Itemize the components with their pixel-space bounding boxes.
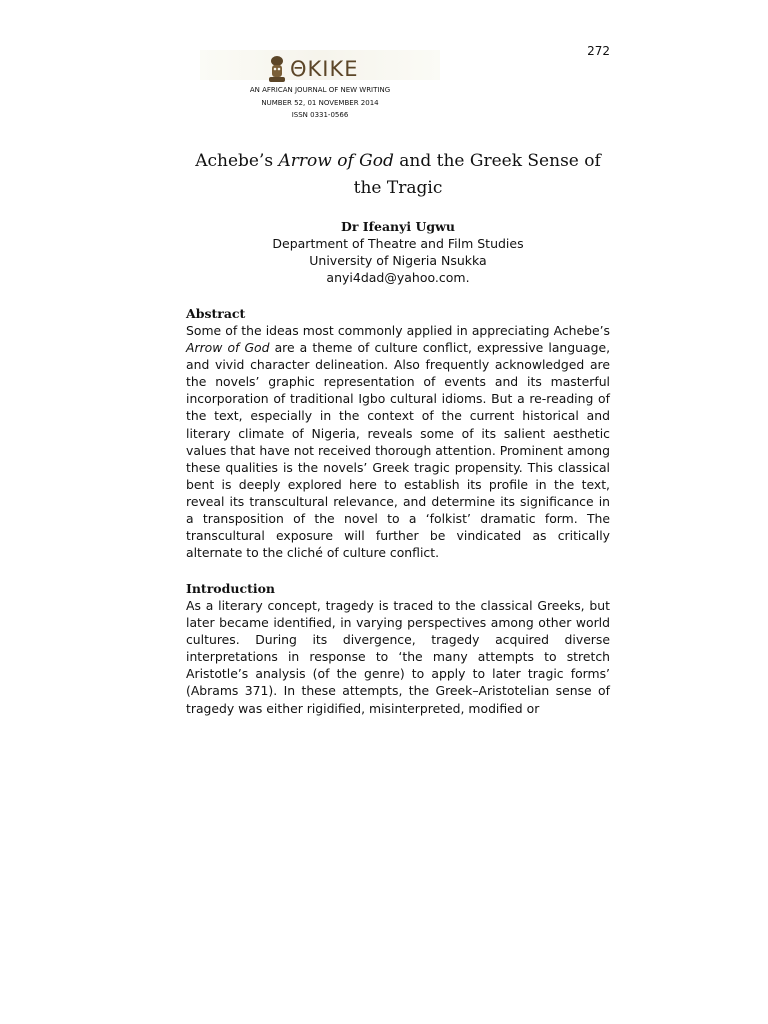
journal-masthead (200, 50, 440, 122)
author-email: anyi4dad@yahoo.com. (326, 270, 470, 285)
author-block (186, 218, 610, 286)
title-text-2: and the Greek Sense of the Tragic (353, 151, 601, 198)
journal-name: AN AFRICAN JOURNAL OF NEW WRITING (249, 86, 391, 94)
abstract-heading: Abstract (186, 306, 246, 321)
abstract-text-rest: are a theme of culture conflict, expressive language, and vivid character delineation. Also frequently acknowledged are the novels’ graphic representation of events and its masterful incorporation of traditional Igbo cultural idioms. But a re-reading of the text, especially in the context of the current historical and literary climate of Nigeria, reveals some of its salient aesthetic values that have not received thorough attention. Prominent among these qualities is the novels’ Greek tragic propensity. This classical bent is deeply explored here to establish its profile in the text, reveal its transcultural relevance, and determine its significance in a transposition of the novel to a ‘folkist’ dramatic form. The transcultural exposure will further be vindicated as critically alternate to the cliché of culture conflict. (186, 340, 611, 561)
issn-line: ISSN 0331-0566 (291, 111, 349, 119)
author-name: Dr Ifeanyi Ugwu (341, 219, 455, 234)
logo-wordmark: ΘKIKE (290, 57, 359, 81)
issue-line: NUMBER 52, 01 NOVEMBER 2014 (261, 99, 379, 107)
introduction-heading: Introduction (186, 581, 276, 596)
author-department: Department of Theatre and Film Studies (272, 236, 524, 251)
journal-logo (266, 54, 359, 84)
abstract-text-start: Some of the ideas most commonly applied in appreciating Achebe’s (186, 323, 610, 338)
abstract-italic-title: Arrow of God (186, 340, 270, 356)
page-number: 272 (587, 44, 610, 58)
article-title (186, 148, 610, 202)
author-university: University of Nigeria Nsukka (309, 253, 487, 268)
title-text-1: Achebe’s (195, 151, 279, 171)
introduction-paragraph: As a literary concept, tragedy is traced to the classical Greeks, but later became identified, in varying perspectives among other world cultures. During its divergence, tragedy acquired diverse interpretations in response to ‘the many attempts to stretch Aristotle’s analysis (of the genre) to apply to later tragic forms’ (Abrams 371). In these attempts, the Greek–Aristotelian sense of tragedy was either rigidified, misinterpreted, modified or (186, 598, 610, 716)
abstract-paragraph (186, 322, 610, 561)
title-italic: Arrow of God (278, 151, 394, 171)
mask-icon (266, 55, 288, 83)
